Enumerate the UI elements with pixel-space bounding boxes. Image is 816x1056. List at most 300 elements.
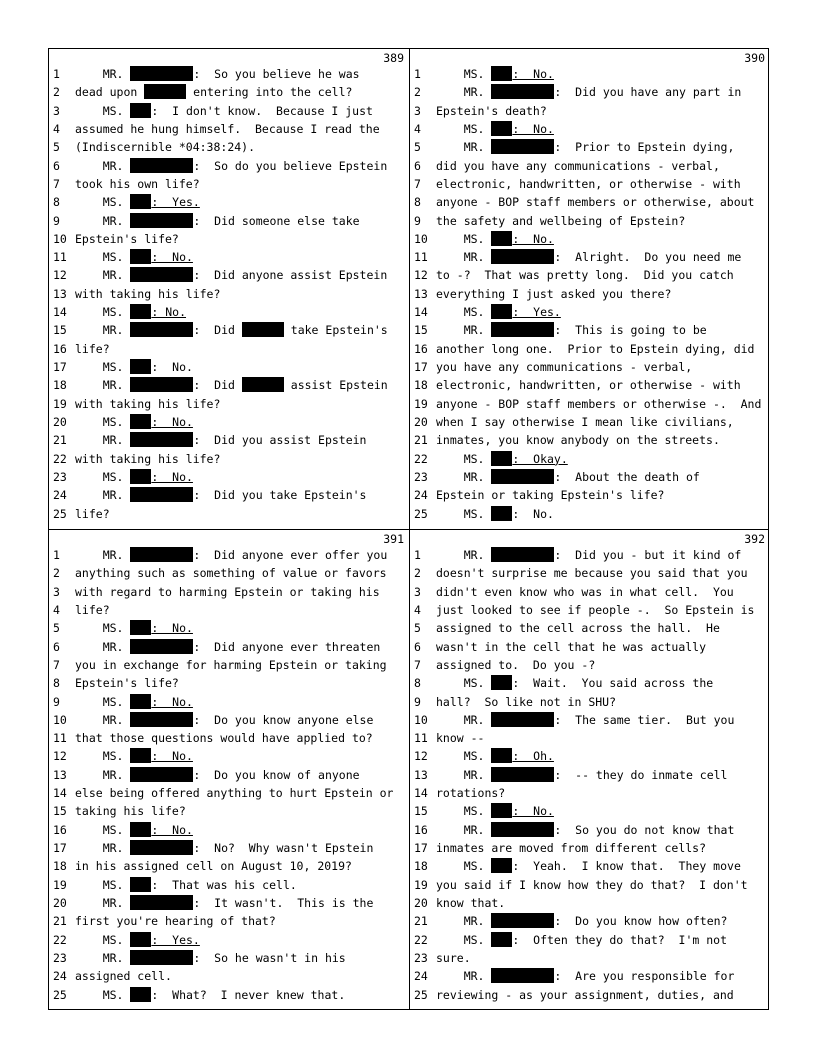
redaction-block [491,451,512,466]
page-lines [49,65,409,523]
line-number: 1 [53,548,60,562]
line-number: 22 [53,451,67,466]
text-run: : That was his cell. [151,877,297,892]
text-run: MS. [75,305,131,320]
transcript-line [49,912,409,930]
line-text [75,967,405,985]
transcript-line [410,157,770,175]
line-text [75,248,405,266]
line-number: 18 [53,378,67,393]
line-text [436,619,766,637]
text-run: electronic, handwritten, or otherwise - with [436,378,741,393]
transcript-line [49,486,409,504]
line-number: 24 [53,969,67,984]
line-text [436,583,766,601]
redaction-block [491,547,554,562]
redaction-block [130,213,193,228]
line-text [75,839,405,857]
transcript-line [49,949,409,967]
text-run: else being offered anything to hurt Epstein or [75,786,394,801]
line-text [436,505,766,523]
text-run: took his own life? [75,176,200,191]
text-run: take Epstein's [283,323,388,338]
line-text [436,157,766,175]
line-text [75,674,405,692]
redaction-block [491,469,554,484]
line-number: 4 [414,121,421,136]
line-text [436,674,766,692]
transcript-line [49,413,409,431]
line-number: 14 [53,305,67,320]
text-run: with taking his life? [75,396,221,411]
line-text [436,857,766,875]
text-run: MS. [75,195,131,210]
redaction-block [130,377,193,392]
transcript-line [410,747,770,765]
text-run: entering into the cell? [186,85,353,100]
text-run: life? [75,341,110,356]
text-run: sure. [436,950,471,965]
text-run: dead upon [75,85,145,100]
text-run: anything such as something of value or favors [75,566,387,581]
transcript-line [410,138,770,156]
line-text [75,821,405,839]
underlined-text: : No. [151,822,193,837]
line-number: 1 [414,548,421,562]
underlined-text: : Okay. [512,451,568,466]
text-run: just looked to see if people -. So Epstein is [436,602,755,617]
text-run: that those questions would have applied to? [75,731,373,746]
text-run: Epstein or taking Epstein's life? [436,488,665,503]
line-text [436,193,766,211]
underlined-text: : No. [151,305,187,320]
line-number: 4 [414,602,421,617]
text-run: : Do you know anyone else [193,712,374,727]
redaction-block [491,712,554,727]
line-number: 20 [414,895,428,910]
text-run: MS. [75,621,131,636]
line-number: 19 [414,877,428,892]
line-number: 16 [414,341,428,356]
line-number: 8 [414,195,421,210]
text-run: MS. [75,414,131,429]
line-number: 15 [53,804,67,819]
text-run: : This is going to be [554,323,707,338]
line-number: 17 [53,360,67,374]
redaction-block [242,377,284,392]
redaction-block [130,987,151,1002]
text-run: MR. [436,548,492,562]
text-run: : Did anyone assist Epstein [193,268,388,283]
transcript-line [49,656,409,674]
text-run: assigned to. Do you -? [436,657,596,672]
text-run: hall? So like not in SHU? [436,694,617,709]
line-text [436,601,766,619]
transcript-line [49,857,409,875]
line-number: 6 [414,639,421,654]
transcript-line [410,839,770,857]
text-run: MS. [436,804,492,819]
underlined-text: : No. [512,231,554,246]
text-run: did you have any communications - verbal, [436,158,720,173]
text-run: MR. [75,67,131,81]
text-run: MR. [436,323,492,338]
line-number: 25 [414,987,428,1002]
line-number: 2 [53,85,60,100]
line-text [75,175,405,193]
line-number: 6 [53,639,60,654]
line-text [75,802,405,820]
line-text [75,358,405,376]
underlined-text: : No. [151,414,193,429]
text-run: MS. [75,822,131,837]
line-number: 21 [414,914,428,929]
transcript-line [49,821,409,839]
redaction-block [130,950,193,965]
line-number: 15 [53,323,67,338]
text-run: MR. [436,469,492,484]
line-number: 19 [53,396,67,411]
text-run: anyone - BOP staff members or otherwise, about [436,195,755,210]
text-run: : Did anyone ever offer you [193,548,388,562]
redaction-block [491,822,554,837]
transcript-line [410,102,770,120]
line-text [75,138,405,156]
line-number: 9 [53,213,60,228]
line-text [75,321,405,339]
text-run: life? [75,506,110,521]
line-text [436,564,766,582]
redaction-block [130,877,151,892]
line-text [75,656,405,674]
redaction-block [130,158,193,173]
redaction-block [491,803,512,818]
text-run: wasn't in the cell that he was actually [436,639,707,654]
transcript-line [49,839,409,857]
text-run: know -- [436,731,485,746]
line-text [75,431,405,449]
redaction-block [130,469,151,484]
line-number: 23 [53,950,67,965]
line-number: 12 [53,268,67,283]
transcript-line [49,505,409,523]
line-number: 17 [53,841,67,855]
line-text [75,340,405,358]
line-number: 12 [414,749,428,764]
line-text [436,376,766,394]
transcript-line [410,986,770,1004]
line-number: 8 [53,195,60,210]
line-number: 10 [414,231,428,246]
line-text [75,619,405,637]
redaction-block [130,620,151,635]
line-number: 13 [53,767,67,782]
line-number: 25 [53,987,67,1002]
text-run: : So he wasn't in his [193,950,346,965]
underlined-text: : Oh. [512,749,554,764]
transcript-line [410,711,770,729]
line-number: 4 [53,602,60,617]
underlined-text: : No. [512,804,554,819]
line-text [75,83,405,101]
line-text [436,175,766,193]
text-run: MR. [436,969,492,984]
line-text [75,931,405,949]
redaction-block [130,748,151,763]
transcript-line [49,65,409,83]
underlined-text: : No. [151,250,193,265]
transcript-line [410,638,770,656]
transcript-line [49,564,409,582]
redaction-block [130,822,151,837]
line-number: 14 [414,305,428,320]
redaction-block [130,249,151,264]
transcript-line [49,619,409,637]
transcript-line [410,912,770,930]
transcript-line [49,248,409,266]
line-text [75,266,405,284]
line-number: 17 [414,841,428,855]
line-text [436,766,766,784]
redaction-block [491,249,554,264]
line-text [436,802,766,820]
underlined-text: : No. [151,469,193,484]
line-number: 17 [414,360,428,374]
line-text [436,358,766,376]
text-run: electronic, handwritten, or otherwise - with [436,176,741,191]
line-text [436,138,766,156]
text-run: : Did someone else take [193,213,360,228]
line-number: 11 [53,731,67,746]
line-number: 18 [414,859,428,874]
line-text [75,601,405,619]
transcript-line [49,468,409,486]
transcript-line [49,802,409,820]
text-run: MR. [75,323,131,338]
text-run: : So you do not know that [554,822,735,837]
text-run: : So you believe he was [193,67,360,81]
line-number: 1 [414,67,421,81]
line-text [436,303,766,321]
transcript-line [410,120,770,138]
redaction-block [491,968,554,983]
transcript-line [49,729,409,747]
transcript-line [410,358,770,376]
transcript-line [410,894,770,912]
redaction-block [130,322,193,337]
text-run: : Do you know of anyone [193,767,360,782]
transcript-line [410,876,770,894]
line-text [436,931,766,949]
transcript-line [49,376,409,394]
underlined-text: : No. [151,621,193,636]
redaction-block [242,322,284,337]
line-text [436,894,766,912]
underlined-text: : Yes. [512,305,561,320]
transcript-line [49,894,409,912]
redaction-block [491,767,554,782]
line-text [436,638,766,656]
line-number: 22 [53,932,67,947]
line-number: 11 [414,731,428,746]
line-text [75,303,405,321]
text-run: : Did [193,378,242,393]
line-text [436,986,766,1004]
transcript-line [410,395,770,413]
text-run: : What? I never knew that. [151,987,346,1002]
transcript-line [49,747,409,765]
text-run: assumed he hung himself. Because I read the [75,121,380,136]
transcript-line [49,638,409,656]
text-run: assist Epstein [283,378,388,393]
line-number: 8 [53,676,60,691]
line-number: 11 [414,250,428,265]
line-number: 24 [414,488,428,503]
line-text [436,248,766,266]
line-number: 5 [53,621,60,636]
text-run: : So do you believe Epstein [193,158,388,173]
line-number: 2 [414,85,421,100]
line-text [436,747,766,765]
line-text [436,230,766,248]
text-run: didn't even know who was in what cell. You [436,584,734,599]
transcript-line [410,413,770,431]
line-text [436,102,766,120]
line-text [75,212,405,230]
text-run: : Alright. Do you need me [554,250,742,265]
line-number: 16 [414,822,428,837]
line-text [75,230,405,248]
transcript-line [410,266,770,284]
text-run: inmates, you know anybody on the streets. [436,433,720,448]
redaction-block [491,139,554,154]
page-lines [49,546,409,1004]
transcript-line [49,711,409,729]
transcript-line [49,986,409,1004]
redaction-block [130,359,151,374]
redaction-block [130,932,151,947]
text-run: assigned cell. [75,969,172,984]
transcript-line [49,358,409,376]
line-number: 25 [414,506,428,521]
transcript-line [410,431,770,449]
text-run: MS. [436,121,492,136]
transcript-line [49,784,409,802]
transcript-line [410,729,770,747]
redaction-block [130,432,193,447]
redaction-block [491,913,554,928]
text-run: : Did you have any part in [554,85,742,100]
transcript-page-390 [410,49,770,529]
redaction-block [130,304,151,319]
text-run: MS. [75,987,131,1002]
line-number: 10 [53,231,67,246]
line-number: 3 [53,584,60,599]
text-run: : Prior to Epstein dying, [554,140,735,155]
text-run: MR. [436,250,492,265]
text-run: : Wait. You said across the [512,676,714,691]
line-number: 20 [53,895,67,910]
text-run: : Did [193,323,242,338]
line-text [75,486,405,504]
line-text [436,340,766,358]
underlined-text: : No. [151,749,193,764]
transcript-line [410,821,770,839]
transcript-line [410,285,770,303]
line-number: 3 [414,103,421,118]
row-divider [49,529,768,530]
line-number: 14 [53,786,67,801]
page-number: 392 [744,532,765,546]
text-run: inmates are moved from different cells? [436,841,707,855]
transcript-line [49,450,409,468]
transcript-line [49,395,409,413]
transcript-line [410,468,770,486]
text-run: : I don't know. Because I just [151,103,373,118]
line-text [436,546,766,564]
line-text [75,546,405,564]
line-text [75,285,405,303]
line-number: 21 [414,433,428,448]
transcript-line [49,967,409,985]
line-text [436,413,766,431]
text-run: MR. [75,841,131,855]
transcript-line [410,212,770,230]
redaction-block [491,858,512,873]
line-text [436,949,766,967]
line-text [436,321,766,339]
line-text [75,711,405,729]
transcript-line [49,431,409,449]
transcript-line [49,83,409,101]
line-text [436,83,766,101]
text-run: Epstein's life? [75,231,179,246]
redaction-block [130,895,193,910]
text-run: MS. [75,877,131,892]
transcript-line [410,967,770,985]
transcript-page-389 [49,49,409,529]
line-number: 7 [53,176,60,191]
text-run: : -- they do inmate cell [554,767,728,782]
line-number: 4 [53,121,60,136]
text-run: MS. [75,469,131,484]
line-text [75,747,405,765]
text-run: : Did you - but it kind of [554,548,742,562]
line-number: 10 [53,712,67,727]
redaction-block [130,840,193,855]
redaction-block [491,322,554,337]
line-text [436,912,766,930]
line-text [436,821,766,839]
line-number: 7 [53,657,60,672]
line-text [75,564,405,582]
text-run: MS. [436,67,492,81]
line-number: 23 [53,469,67,484]
redaction-block [130,414,151,429]
text-run: assigned to the cell across the hall. He [436,621,720,636]
text-run: : Often they do that? I'm not [512,932,728,947]
redaction-block [491,675,512,690]
text-run: : Did you take Epstein's [193,488,367,503]
redaction-block [491,506,512,521]
transcript-line [410,564,770,582]
line-text [436,468,766,486]
line-number: 15 [414,804,428,819]
line-number: 21 [53,433,67,448]
line-text [436,693,766,711]
text-run: with regard to harming Epstein or taking his [75,584,380,599]
line-number: 9 [53,694,60,709]
